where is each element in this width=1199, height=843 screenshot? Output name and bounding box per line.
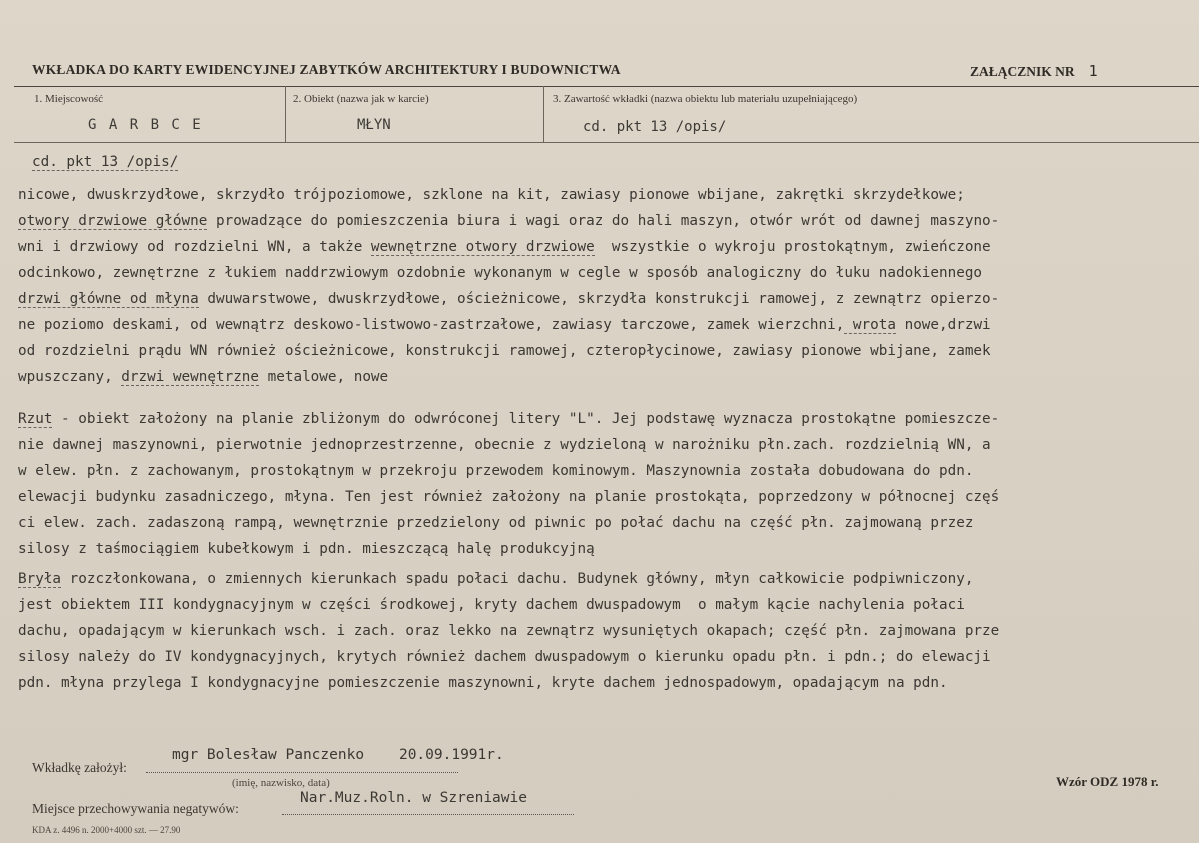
p1-line-6 [18, 317, 991, 333]
p1-line-7: od rozdzielni prądu WN również ościeżnicowe, konstrukcji ramowej, czteropłycinowe, zawiasy pionowe wbijane, zamek [18, 343, 991, 359]
p3-line-3: dachu, opadającym w kierunkach wsch. i zach. oraz lekko na zewnątrz wysuniętych okapach; część płn. zajmowana prze [18, 623, 1000, 639]
header-rule-bottom [14, 142, 1199, 143]
p1-line-1: nicowe, dwuskrzydłowe, skrzydło trójpoziomowe, szklone na kit, zawiasy pionowe wbijane, zakrętki skrzydełkowe; [18, 187, 965, 203]
p1-line-5 [18, 291, 999, 307]
annex-number: 1 [1088, 62, 1098, 80]
p3-line-1-text: rozczłonkowana, o zmiennych kierunkach spadu połaci dachu. Budynek główny, młyn całkowicie podpiwniczony, [61, 571, 974, 587]
author-label: Wkładkę założył: [32, 760, 127, 775]
p1-line-3 [18, 239, 991, 255]
form-version: Wzór ODZ 1978 r. [1056, 774, 1159, 789]
p3-line-2: jest obiektem III kondygnacyjnym w części środkowej, kryty dachem dwuspadowym o małym kącie nachylenia połaci [18, 597, 965, 613]
p2-line-6: silosy z taśmociągiem kubełkowym i pdn. mieszczącą halę produkcyjną [18, 541, 595, 557]
p2-line-1-text: - obiekt założony na planie zbliżonym do odwróconej litery "L". Jej podstawę wyznacza prostokątne pomieszcze- [52, 411, 1000, 427]
underlined-phrase: wewnętrzne otwory drzwiowe [370, 239, 595, 255]
author-value: mgr Bolesław Panczenko 20.09.1991r. [172, 747, 504, 763]
annex-label [970, 62, 1098, 80]
field-3-value: cd. pkt 13 /opis/ [583, 119, 727, 135]
field-1-label: 1. Miejscowość [34, 93, 104, 105]
underlined-phrase: otwory drzwiowe główne [18, 213, 208, 229]
header-rule-top [14, 86, 1199, 87]
underlined-phrase: Bryła [18, 571, 62, 587]
storage-value: Nar.Muz.Roln. w Szreniawie [300, 790, 527, 806]
p1-line-8-text-a: wpuszczany, [18, 369, 122, 385]
underlined-phrase: drzwi główne od młyna [18, 291, 199, 307]
p1-line-2-text: prowadzące do pomieszczenia biura i wagi oraz do hali maszyn, otwór wrót od dawnej maszyno- [207, 213, 1000, 229]
print-code: KDA z. 4496 n. 2000+4000 szt. — 27.90 [32, 825, 181, 835]
p1-line-6-text-a: ne poziomo deskami, od wewnątrz deskowo-listwowo-zastrzałowe, zawiasy tarczowe, zamek wierzchni, [18, 317, 845, 333]
p1-line-8-text-c: metalowe, nowe [259, 369, 389, 385]
p3-line-1 [18, 571, 973, 587]
p1-line-5-text: dwuwarstwowe, dwuskrzydłowe, ościeżnicowe, skrzydła konstrukcji ramowej, z zewnątrz opierzo- [198, 291, 1000, 307]
field-2-value: MŁYN [357, 117, 391, 133]
p1-line-4: odcinkowo, zewnętrzne z łukiem naddrzwiowym ozdobnie wykonanym w cegle w sposób analogiczny do łuku nadokiennego [18, 265, 983, 281]
underlined-phrase: drzwi wewnętrzne [121, 369, 260, 385]
p2-line-1 [18, 411, 999, 427]
p2-line-4: elewacji budynku zasadniczego, młyna. Ten jest również założony na planie prostokąta, poprzedzony w północnej częś [18, 489, 1000, 505]
p1-line-8 [18, 369, 388, 385]
p1-line-6-text-c: nowe,drzwi [895, 317, 991, 333]
field-2-label: 2. Obiekt (nazwa jak w karcie) [293, 93, 429, 105]
field-divider-2 [543, 86, 544, 142]
p2-line-5: ci elew. zach. zadaszoną rampą, wewnętrznie przedzielony od piwnic po połać dachu na część płn. zajmowaną przez [18, 515, 974, 531]
p2-line-3: w elew. płn. z zachowanym, prostokątnym w przekroju przewodem kominowym. Maszynownia została dobudowana do pdn. [18, 463, 974, 479]
p1-line-3-text-c: wszystkie o wykroju prostokątnym, zwieńczone [594, 239, 991, 255]
body-heading: cd. pkt 13 /opis/ [32, 154, 179, 170]
field-divider-1 [285, 86, 286, 142]
form-title: WKŁADKA DO KARTY EWIDENCYJNEJ ZABYTKÓW ARCHITEKTURY I BUDOWNICTWA [32, 62, 621, 77]
storage-dotted-line [282, 814, 574, 815]
p1-line-2 [18, 213, 999, 229]
p1-line-3-text-a: wni i drzwiowy od rozdzielni WN, a także [18, 239, 371, 255]
p3-line-4: silosy należy do IV kondygnacyjnych, krytych również dachem dwuspadowym o kierunku opadu płn. i pdn.; do elewacji [18, 649, 991, 665]
underlined-phrase: Rzut [18, 411, 53, 427]
underlined-phrase: wrota [844, 317, 896, 333]
p3-line-5: pdn. młyna przylega I kondygnacyjne pomieszczenie maszynowni, kryte dachem jednospadowym, opadającym na pdn. [18, 675, 948, 691]
p2-line-2: nie dawnej maszynowni, pierwotnie jednoprzestrzenne, obecnie z wydzieloną w narożniku płn.zach. rozdzielnią WN, a [18, 437, 991, 453]
field-1-value: G A R B C E [88, 117, 203, 133]
annex-label-text: ZAŁĄCZNIK NR [970, 64, 1075, 79]
field-3-label: 3. Zawartość wkładki (nazwa obiektu lub materiału uzupełniającego) [553, 93, 858, 105]
author-caption: (imię, nazwisko, data) [232, 777, 330, 789]
author-dotted-line [146, 772, 458, 773]
storage-label: Miejsce przechowywania negatywów: [32, 801, 239, 816]
